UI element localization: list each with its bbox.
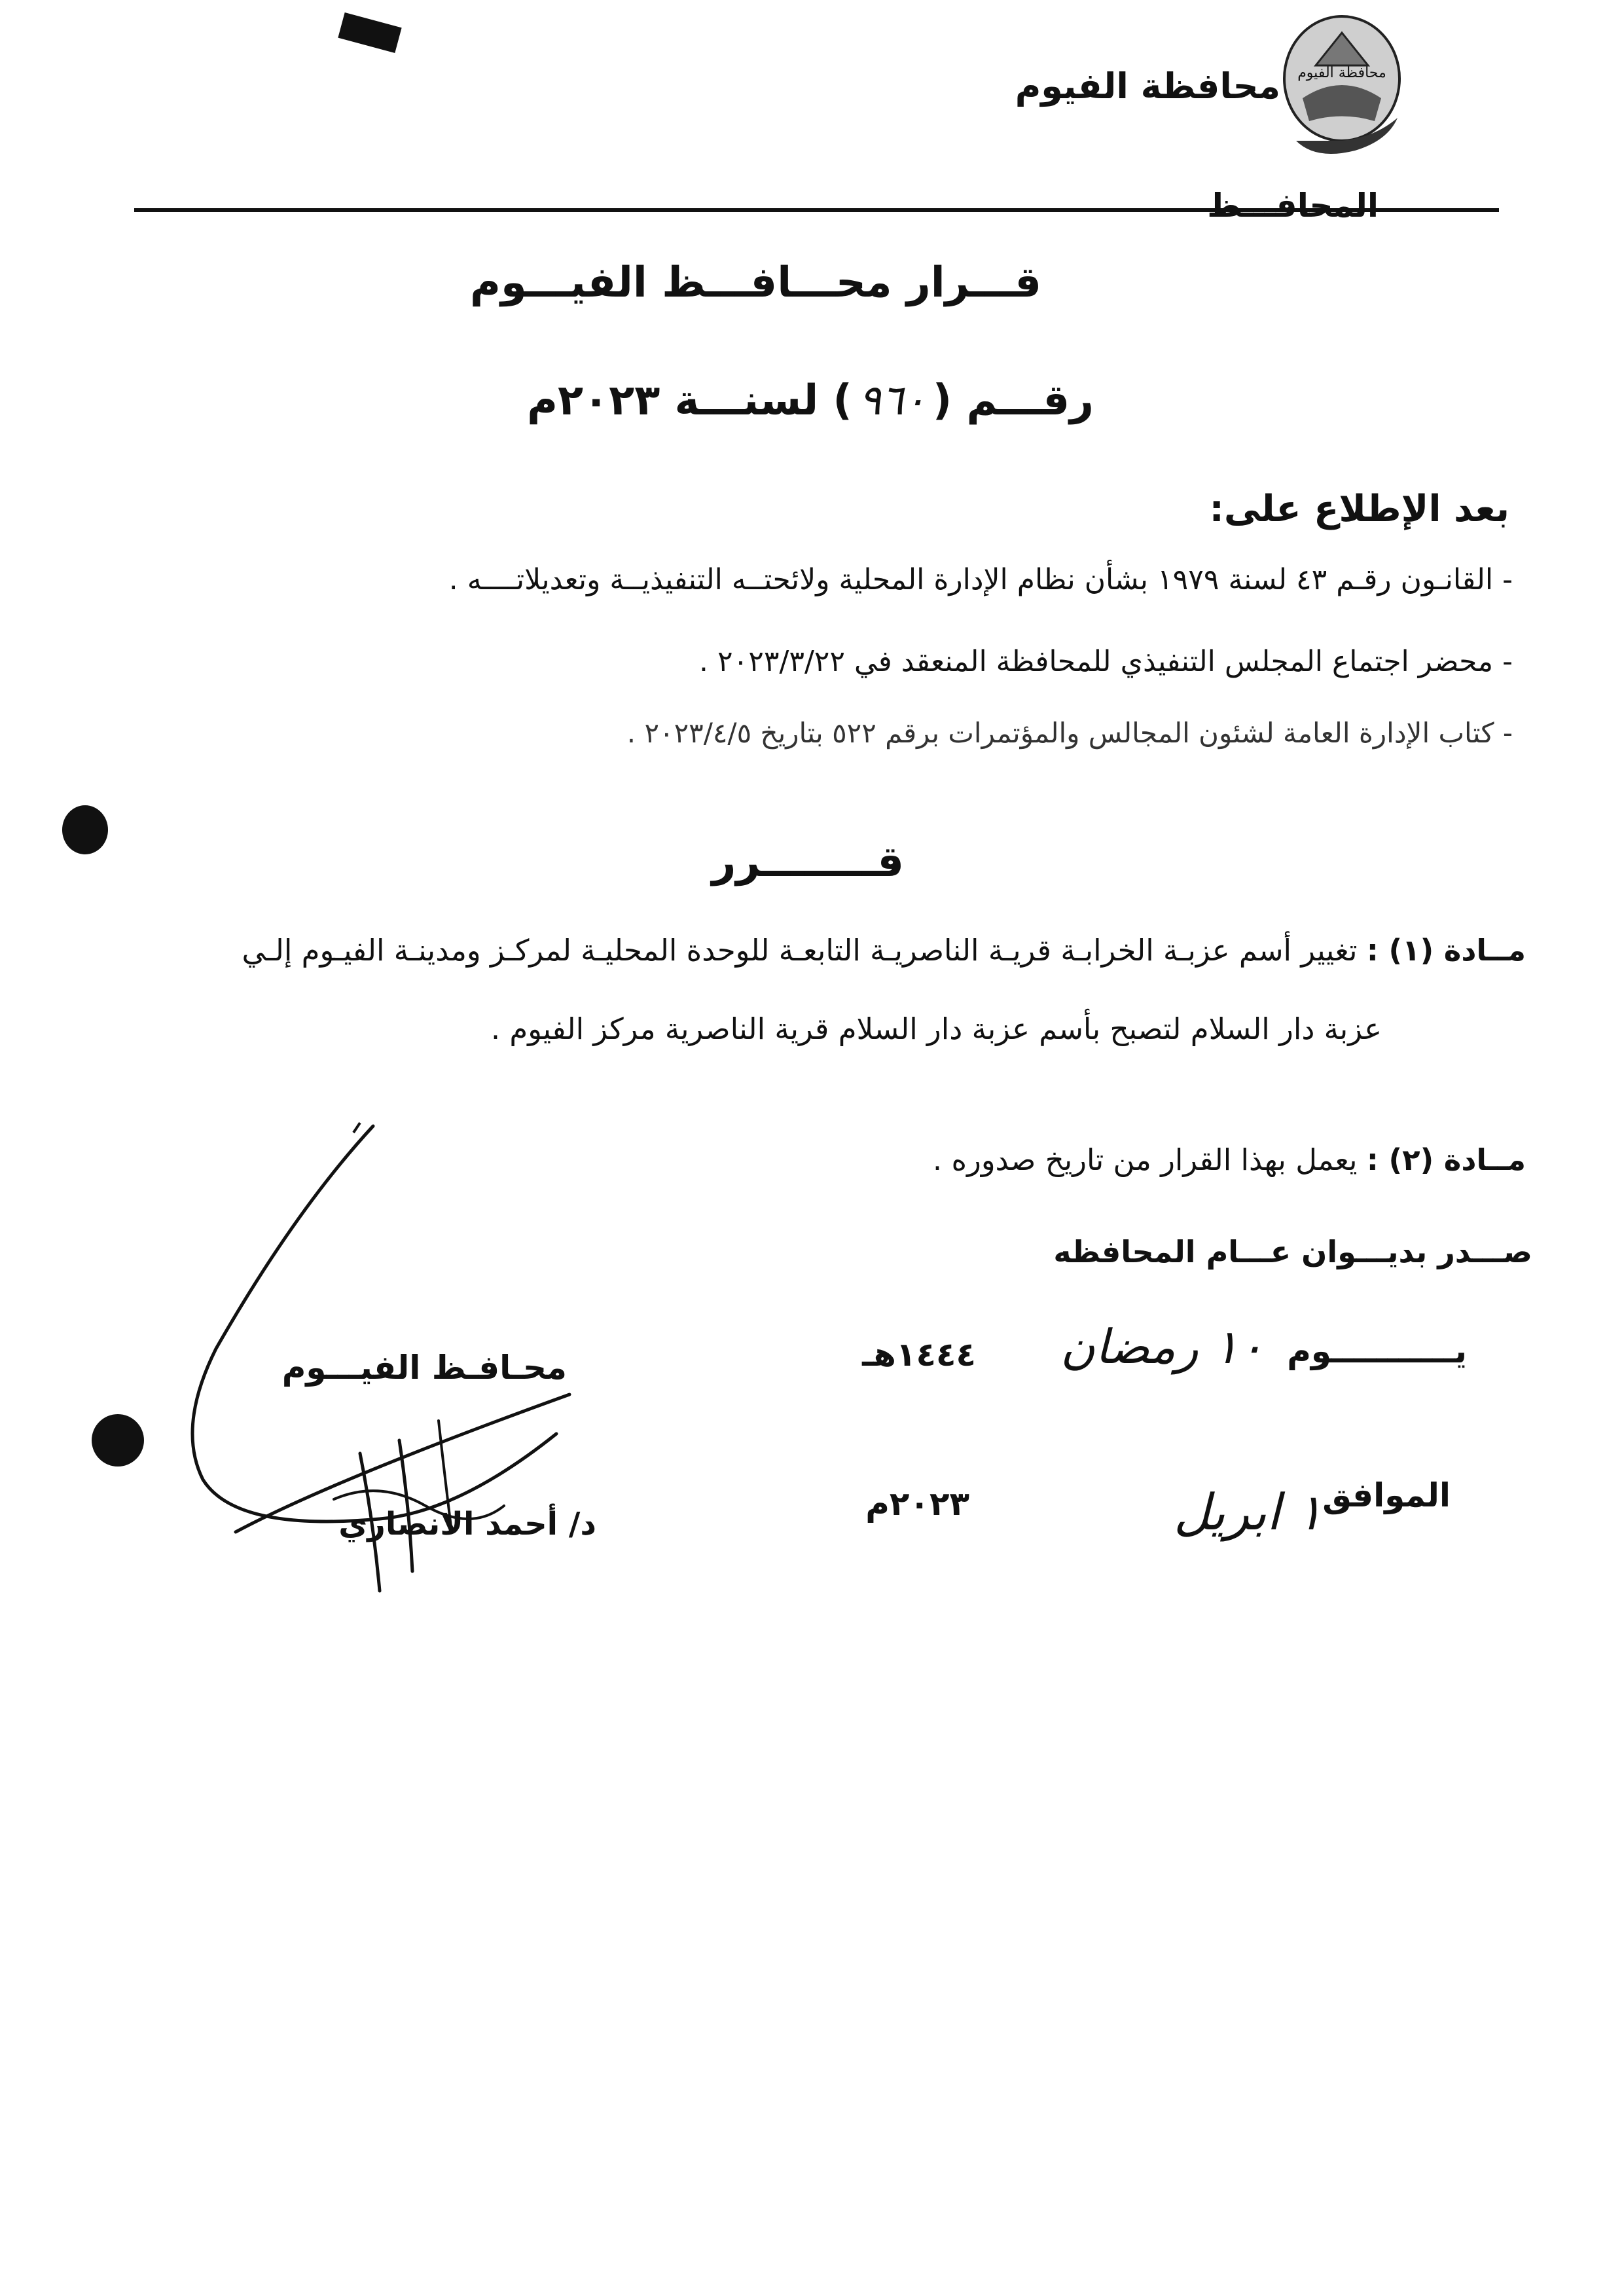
article-2-label: مــادة (٢) : — [1366, 1142, 1526, 1177]
preamble-item-2: - محضر اجتماع المجلس التنفيذي للمحافظة المنعقد في ٢٠٢٣/٣/٢٢ . — [699, 645, 1513, 678]
decision-number-suffix: ) لسنـــة ٢٠٢٣م — [527, 376, 852, 425]
issued-at: صـــدر بديـــوان عـــام المحافظه — [1053, 1234, 1532, 1269]
corresponding-label: الموافق — [1322, 1476, 1451, 1514]
day-label: يـــــــــــوم — [1287, 1332, 1467, 1370]
logo-text: محافظة الفيوم — [1297, 65, 1386, 81]
preamble-item-3: - كتاب الإدارة العامة لشئون المجالس والمؤتمرات برقم ٥٢٢ بتاريخ ٢٠٢٣/٤/٥ . — [626, 717, 1513, 749]
article-1-line-1: تغيير أسم عزبـة الخرابـة قريـة الناصريـة التابعـة للوحدة المحليـة لمركـز ومدينـة الفيـوم إلـي — [242, 933, 1358, 968]
hijri-year: ١٤٤٤هـ — [862, 1336, 976, 1374]
gregorian-date-handwritten: ١ ابريل — [1174, 1483, 1323, 1541]
punch-hole-bottom — [92, 1414, 144, 1467]
article-1-label: مــادة (١) : — [1366, 933, 1526, 968]
punch-hole-top — [62, 805, 108, 854]
scan-mark — [338, 12, 401, 53]
signatory-name: د/ أحمد الانصاري — [338, 1506, 596, 1542]
article-1 — [242, 933, 1526, 968]
governorate-logo — [1276, 7, 1407, 160]
gregorian-year: ٢٠٢٣م — [865, 1485, 969, 1523]
office-label: المحافـــظ — [1207, 187, 1379, 225]
hijri-date-handwritten: ١٠ رمضان — [1060, 1319, 1264, 1374]
decision-number-line — [527, 376, 1094, 425]
preamble-item-1: - القانـون رقـم ٤٣ لسنة ١٩٧٩ بشأن نظام الإدارة المحلية ولائحتــه التنفيذيــة وتعديلاتــــه . — [448, 563, 1513, 596]
decision-number-value: ٩٦٠ — [858, 376, 926, 425]
handwritten-signature — [164, 1113, 622, 1611]
article-2 — [933, 1142, 1526, 1177]
signatory-title: محـافـظ الفيـــوم — [281, 1349, 567, 1387]
decision-heading: قــــــــرر — [712, 838, 904, 886]
preamble-heading: بعد الإطلاع على: — [1209, 488, 1509, 530]
logo-emblem-icon — [1276, 7, 1407, 160]
article-2-text: يعمل بهذا القرار من تاريخ صدوره . — [932, 1142, 1358, 1177]
governorate-name: محافظة الفيوم — [1015, 65, 1280, 107]
decision-number-prefix: رقـــم ( — [932, 376, 1094, 425]
decision-title: قـــرار محـــافـــظ الفيـــوم — [470, 259, 1041, 307]
article-1-line-2: عزبة دار السلام لتصبح بأسم عزبة دار السلام قرية الناصرية مركز الفيوم . — [490, 1011, 1382, 1046]
